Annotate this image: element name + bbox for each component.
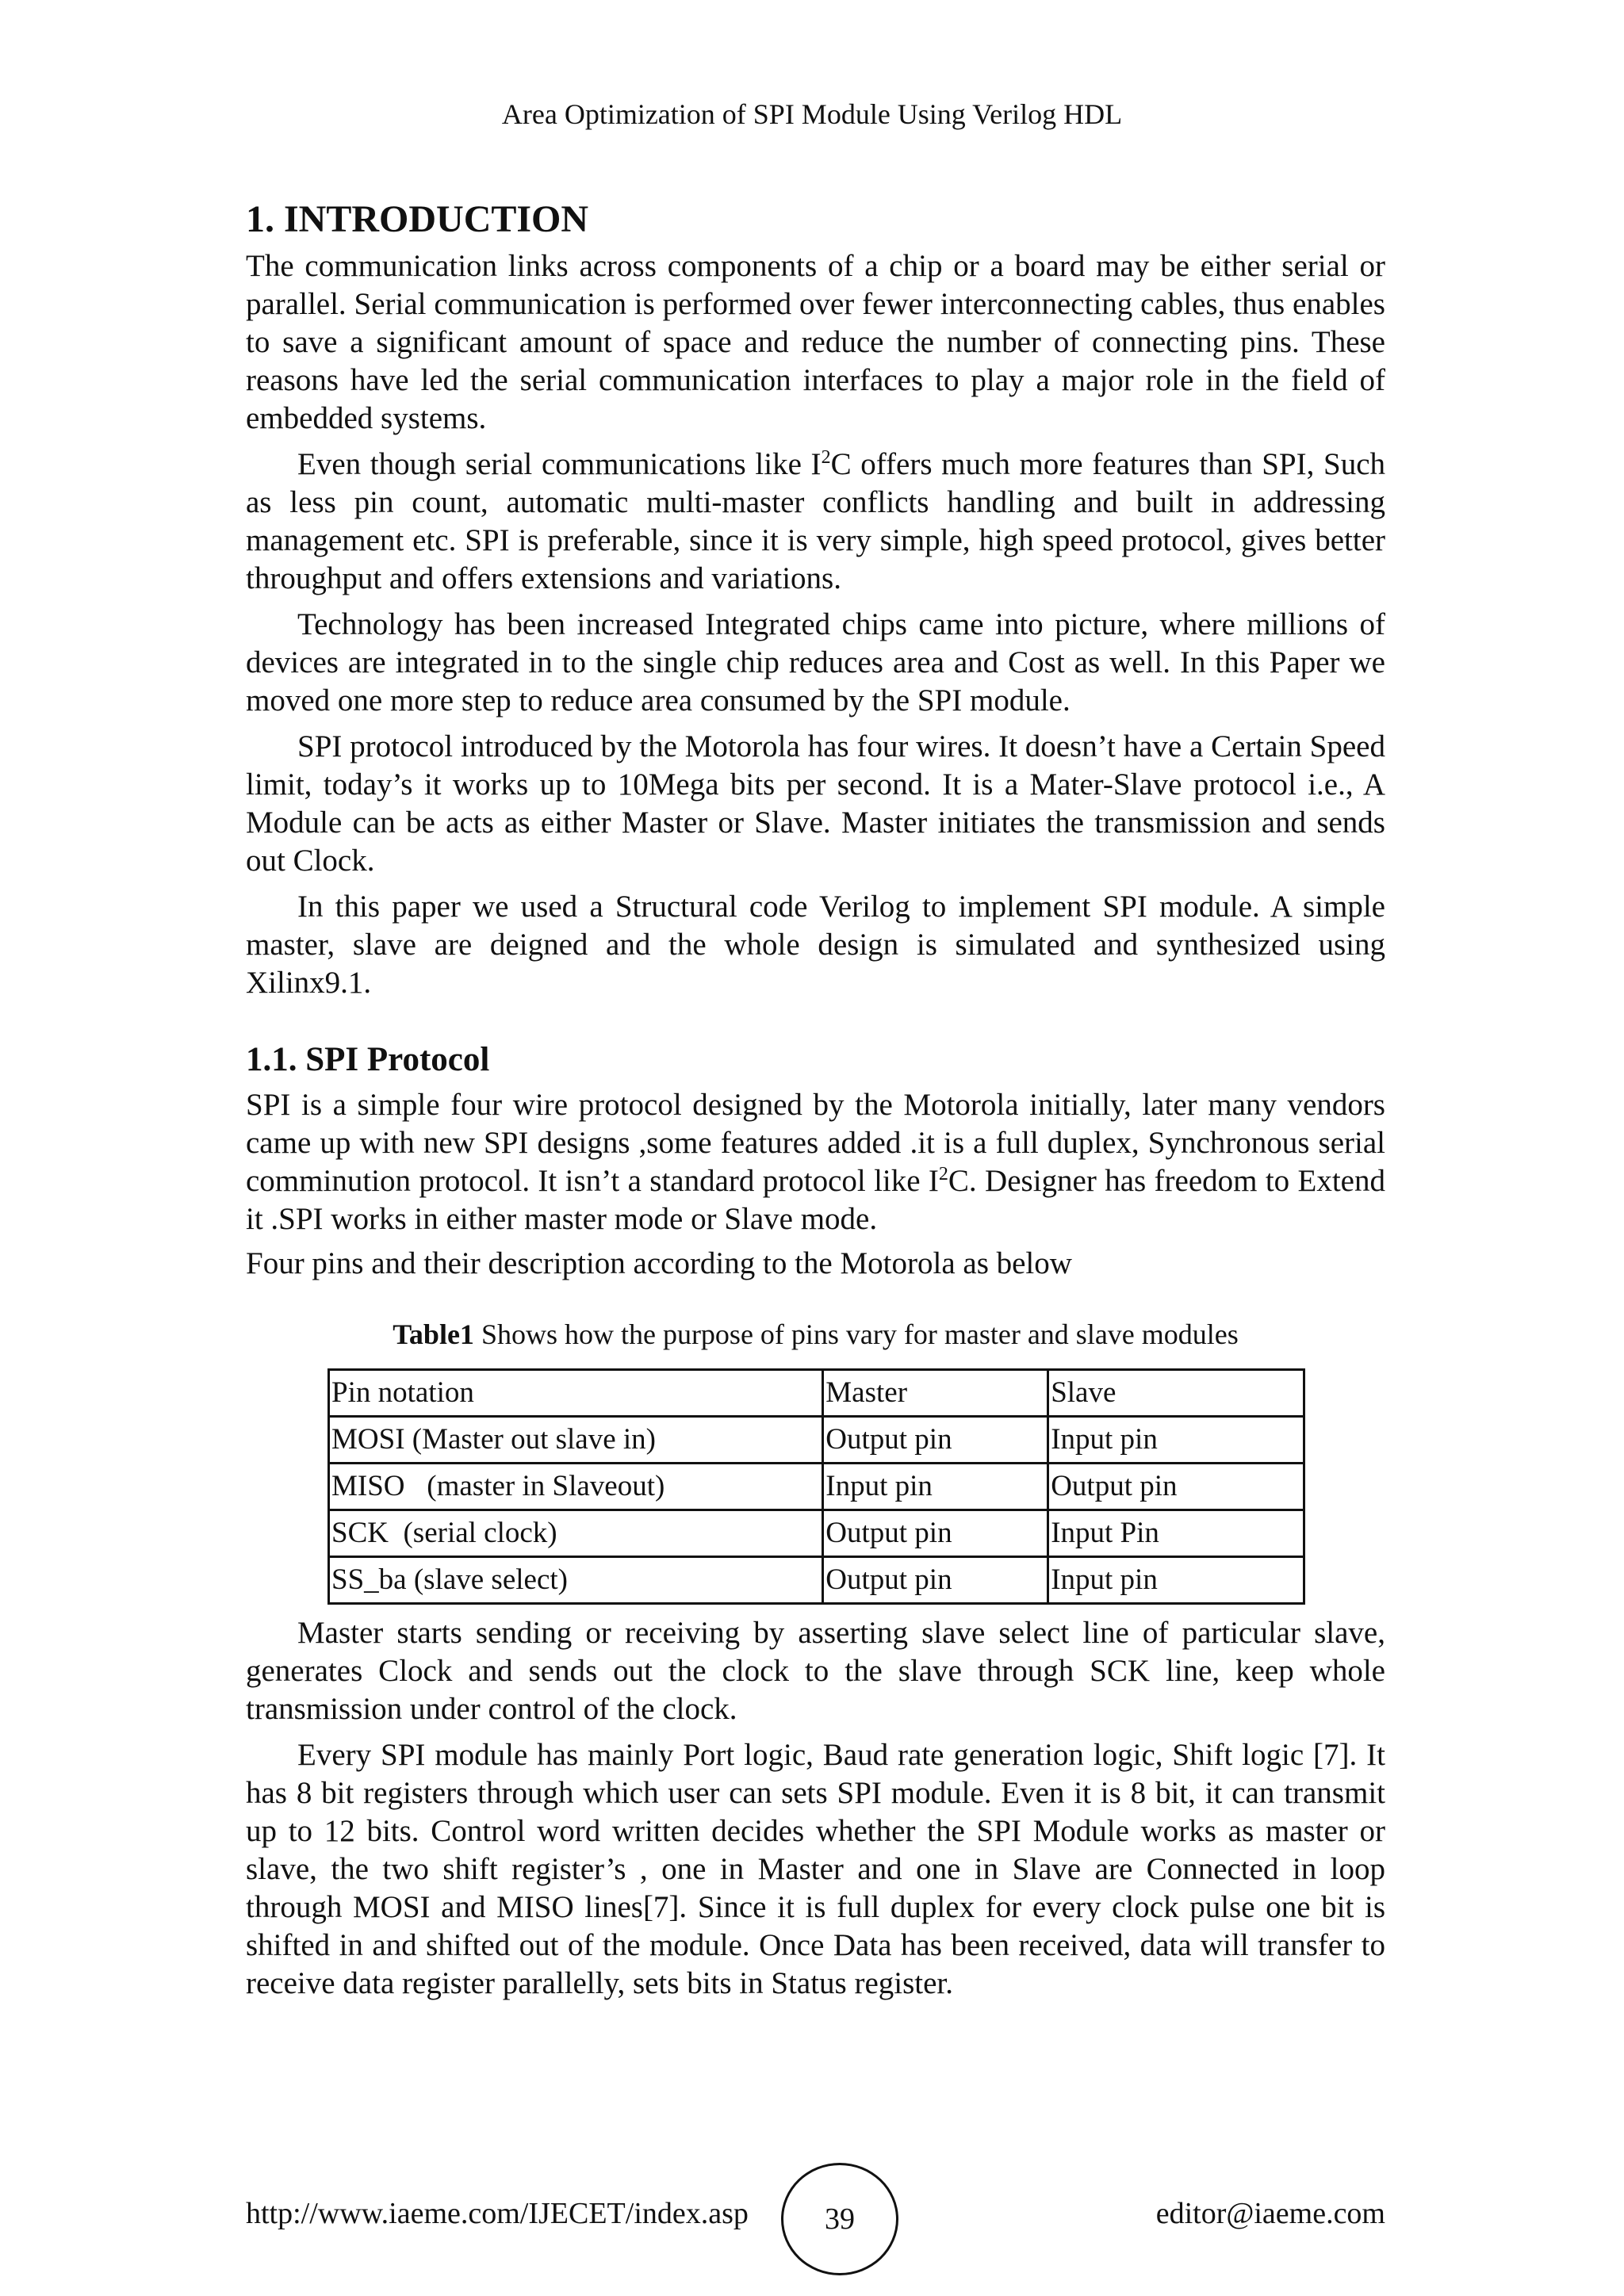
page-number: 39: [825, 2202, 855, 2236]
table-caption-text: Shows how the purpose of pins vary for master and slave modules: [473, 1318, 1239, 1350]
table-caption: [246, 1316, 1385, 1353]
pin-table: [327, 1368, 1305, 1605]
table-cell: Input pin: [1048, 1417, 1304, 1464]
table-cell: Output pin: [823, 1557, 1048, 1604]
table-cell: MISO (master in Slaveout): [329, 1464, 823, 1510]
table-cell: MOSI (Master out slave in): [329, 1417, 823, 1464]
table-cell: SS_ba (slave select): [329, 1557, 823, 1604]
page-content: [246, 195, 1385, 2003]
section-title-introduction: 1. INTRODUCTION: [246, 198, 589, 240]
intro-paragraph-2: [246, 446, 1385, 598]
table-header-cell: Slave: [1048, 1370, 1304, 1417]
table-cell: Input pin: [1048, 1557, 1304, 1604]
superscript: 2: [938, 1164, 948, 1184]
table-row: [329, 1417, 1304, 1464]
spi-paragraph-2: Four pins and their description according to the Motorola as below: [246, 1246, 1072, 1280]
table-caption-label: Table1: [393, 1318, 474, 1350]
spi-paragraph-1: [246, 1086, 1385, 1238]
intro-paragraph-3: Technology has been increased Integrated chips came into picture, where millions of devices are integrated in to the single chip reduces area and Cost as well. In this Paper we moved one more step to reduce area consumed by the SPI module.: [246, 607, 1385, 718]
editor-email-link[interactable]: editor@iaeme.com: [1155, 2197, 1385, 2230]
journal-url-link[interactable]: http://www.iaeme.com/IJECET/index.asp: [246, 2197, 749, 2230]
table-cell: Input Pin: [1048, 1510, 1304, 1557]
table-row: [329, 1464, 1304, 1510]
table-row: [329, 1510, 1304, 1557]
table-header-row: [329, 1370, 1304, 1417]
page-number-circle: [781, 2163, 898, 2275]
page-footer: [246, 2163, 1385, 2274]
table-cell: Output pin: [1048, 1464, 1304, 1510]
spi-paragraph-1-part-2: C. Designer has freedom to Extend it .SPI works in either master mode or Slave mode.: [246, 1164, 1385, 1236]
table-cell: Output pin: [823, 1417, 1048, 1464]
intro-paragraph-2-part-2: C offers much more features than SPI, Such as less pin count, automatic multi-master conflicts handling and built in addressing management etc. SPI is preferable, since it is very simple, high speed protocol, gives better throughput and offers extensions and variations.: [246, 447, 1385, 595]
table-header-cell: Pin notation: [329, 1370, 823, 1417]
running-head: Area Optimization of SPI Module Using Verilog HDL: [501, 98, 1123, 130]
spi-paragraph-3: Master starts sending or receiving by asserting slave select line of particular slave, generates Clock and sends out the clock to the slave through SCK line, keep whole transmission under control of the clock.: [246, 1616, 1385, 1726]
superscript: 2: [821, 447, 831, 468]
intro-paragraph-1: The communication links across components of a chip or a board may be either serial or parallel. Serial communication is performed over fewer interconnecting cables, thus enables to save a significant amount of space and reduce the number of connecting pins. These reasons have led the serial communication interfaces to play a major role in the field of embedded systems.: [246, 249, 1385, 435]
intro-paragraph-5: In this paper we used a Structural code Verilog to implement SPI module. A simple master, slave are deigned and the whole design is simulated and synthesized using Xilinx9.1.: [246, 890, 1385, 1000]
spi-paragraph-4: Every SPI module has mainly Port logic, Baud rate generation logic, Shift logic [7]. It has 8 bit registers through which user can sets SPI module. Even it is 8 bit, it can transmit up to 12 bits. Control word written decides whether the SPI Module works as master or slave, the two shift register’s , one in Master and one in Slave are Connected in loop through MOSI and MISO lines[7]. Since it is full duplex for every clock pulse one bit is shifted in and shifted out of the module. Once Data has been received, data will transfer to receive data register parallelly, sets bits in Status register.: [246, 1738, 1385, 2000]
table-cell: Output pin: [823, 1510, 1048, 1557]
table-cell: SCK (serial clock): [329, 1510, 823, 1557]
spi-paragraph-1-part-1: SPI is a simple four wire protocol designed by the Motorola initially, later many vendors came up with new SPI designs ,some features added .it is a full duplex, Synchronous serial comminution protocol. It isn’t a standard protocol like I: [246, 1088, 1385, 1198]
table-header-cell: Master: [823, 1370, 1048, 1417]
section-title-spi-protocol: 1.1. SPI Protocol: [246, 1041, 490, 1078]
table-row: [329, 1557, 1304, 1604]
intro-paragraph-2-part-1: Even though serial communications like I: [297, 447, 822, 481]
table-cell: Input pin: [823, 1464, 1048, 1510]
intro-paragraph-4: SPI protocol introduced by the Motorola has four wires. It doesn’t have a Certain Speed limit, today’s it works up to 10Mega bits per second. It is a Mater-Slave protocol i.e., A Module can be acts as either Master or Slave. Master initiates the transmission and sends out Clock.: [246, 729, 1385, 878]
